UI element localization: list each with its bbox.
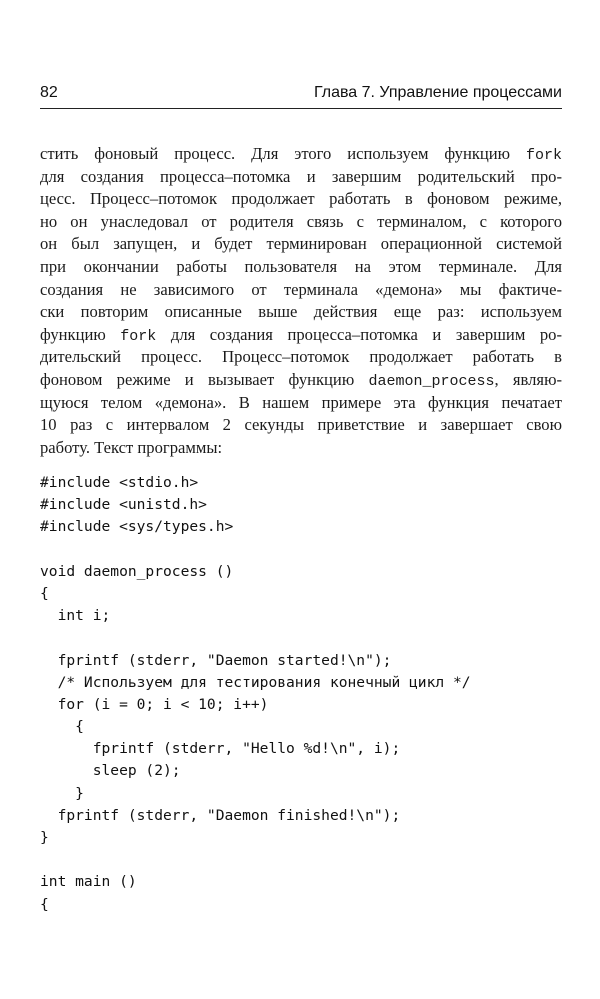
code-line (40, 627, 562, 649)
text-line: щуюся телом «демона». В нашем примере эта функция печатает (40, 392, 562, 412)
body-paragraph (40, 143, 562, 459)
code-line: fprintf (stderr, "Daemon finished!\n"); (40, 806, 401, 824)
running-header (40, 84, 562, 110)
text-line: 10 раз с интервалом 2 секунды приветствие и завершает свою (40, 415, 562, 435)
code-line: fprintf (stderr, "Daemon started!\n"); (40, 651, 392, 669)
code-line: #include <stdio.h> (40, 474, 199, 491)
code-line: } (40, 829, 49, 846)
text-line: но он унаследовал от родителя связь с терминалом, с которого (40, 211, 562, 231)
code-line: int main () (40, 873, 137, 891)
text-line: создания не зависимого от терминала «демона» мы фактиче- (40, 279, 562, 299)
text-line: цесс. Процесс–потомок продолжает работать в фоновом режиме, (40, 189, 562, 209)
code-line: int i; (40, 607, 111, 625)
code-line: #include <unistd.h> (40, 496, 207, 514)
text-line: работу. Текст программы: (40, 437, 223, 457)
code-line: sleep (2); (40, 762, 181, 780)
chapter-title: Глава 7. Управление процессами (313, 84, 562, 101)
text-line: стить фоновый процесс. Для этого используем функцию fork (40, 144, 562, 164)
code-line (40, 849, 562, 871)
code-line: { (40, 718, 84, 736)
header-rule (40, 108, 562, 109)
code-line: void daemon_process () (40, 562, 234, 580)
text-line: для создания процесса–потомка и завершим родительский про- (40, 166, 562, 186)
text-line: он был запущен, и будет терминирован операционной системой (40, 234, 562, 254)
inline-code: fork (120, 327, 157, 345)
page-number: 82 (40, 84, 58, 101)
code-line: #include <sys/types.h> (40, 518, 234, 536)
code-line: { (40, 584, 49, 602)
inline-code: fork (525, 147, 562, 164)
text-line: фоновом режиме и вызывает функцию daemon_process, являю- (40, 369, 562, 390)
code-line: } (40, 784, 84, 802)
text-line: функцию fork для создания процесса–потомка и завершим ро- (40, 324, 562, 345)
code-line: { (40, 895, 49, 913)
code-line: fprintf (stderr, "Hello %d!\n", i); (40, 740, 401, 758)
code-line (40, 539, 562, 561)
code-line: /* Используем для тестирования конечный цикл */ (40, 673, 471, 691)
text-line: ски повторим описанные выше действия еще раз: используем (40, 302, 562, 322)
code-listing (40, 472, 562, 916)
code-line: for (i = 0; i < 10; i++) (40, 695, 269, 713)
text-line: дительский процесс. Процесс–потомок продолжает работать в (40, 347, 562, 367)
text-line: при окончании работы пользователя на этом терминале. Для (40, 256, 562, 276)
inline-code: daemon_process (368, 372, 495, 390)
